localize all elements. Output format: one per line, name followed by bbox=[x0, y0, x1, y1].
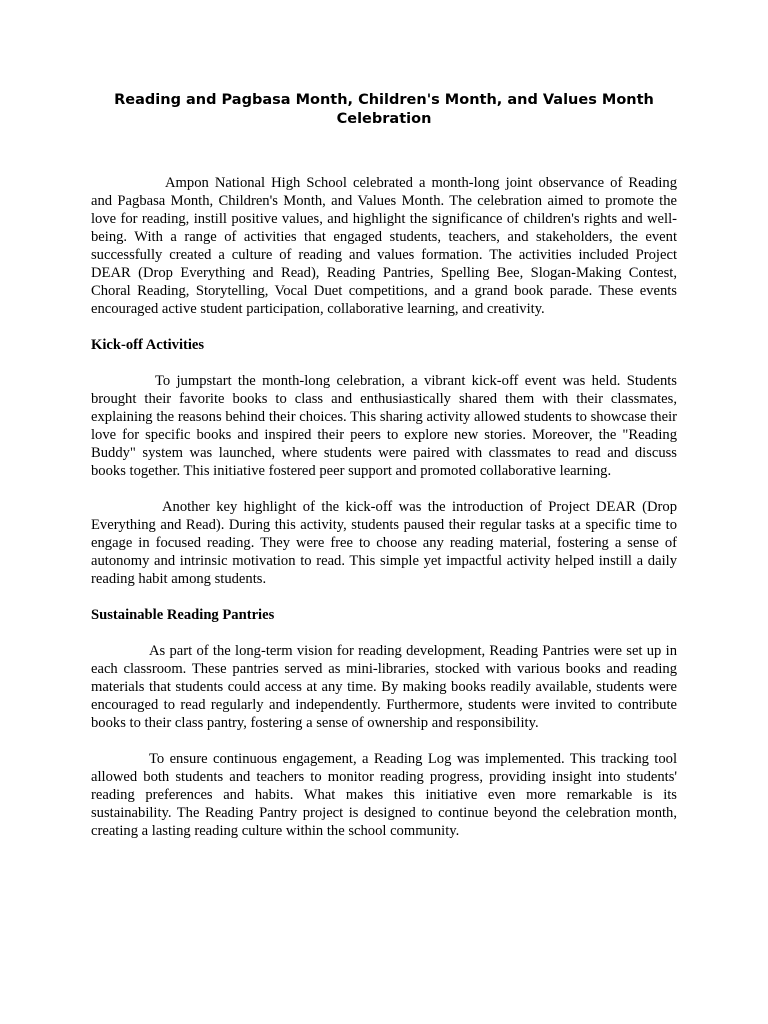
paragraph-gap bbox=[91, 624, 677, 642]
kickoff-paragraph-1: To jumpstart the month-long celebration, a vibrant kick-off event was held. Students brought their favorite books to class and enthusiastically shared them with their classmates, explaining the reasons behind their choices. This sharing activity allowed students to showcase their love for specific books and inspired their peers to explore new stories. Moreover, the "Reading Buddy" system was launched, where students were paired with classmates to read and discuss books together. This initiative fostered peer support and promoted collaborative learning. bbox=[91, 373, 677, 479]
pantries-paragraph-2: To ensure continuous engagement, a Reading Log was implemented. This tracking tool allowed both students and teachers to monitor reading progress, providing insight into students' reading preferences and habits. What makes this initiative even more remarkable is its sustainability. The Reading Pantry project is designed to continue beyond the celebration month, creating a lasting reading culture within the school community. bbox=[91, 751, 677, 839]
paragraph-gap bbox=[91, 480, 677, 498]
paragraph-gap bbox=[91, 588, 677, 606]
section-heading-pantries: Sustainable Reading Pantries bbox=[91, 607, 275, 623]
paragraph-gap bbox=[91, 732, 677, 750]
pantries-paragraph-1: As part of the long-term vision for reading development, Reading Pantries were set up in each classroom. These pantries served as mini-libraries, stocked with various books and reading materials that students could access at any time. By making books readily available, students were encouraged to read regularly and independently. Furthermore, students were invited to contribute books to their class pantry, fostering a sense of ownership and responsibility. bbox=[91, 643, 677, 731]
paragraph-gap bbox=[91, 318, 677, 336]
document-page bbox=[91, 91, 677, 840]
document-title: Reading and Pagbasa Month, Children's Month, and Values Month Celebration bbox=[114, 92, 654, 127]
kickoff-paragraph-2: Another key highlight of the kick-off was the introduction of Project DEAR (Drop Everything and Read). During this activity, students paused their regular tasks at a specific time to engage in focused reading. They were free to choose any reading material, fostering a sense of autonomy and intrinsic motivation to read. This simple yet impactful activity helped instill a daily reading habit among students. bbox=[91, 499, 677, 587]
section-heading-kickoff: Kick-off Activities bbox=[91, 337, 205, 353]
intro-paragraph: Ampon National High School celebrated a month-long joint observance of Reading and Pagbasa Month, Children's Month, and Values Month. The celebration aimed to promote the love for reading, instill positive values, and highlight the significance of children's rights and well-being. With a range of activities that engaged students, teachers, and stakeholders, the event successfully created a culture of reading and values formation. The activities included Project DEAR (Drop Everything and Read), Reading Pantries, Spelling Bee, Slogan-Making Contest, Choral Reading, Storytelling, Vocal Duet competitions, and a grand book parade. These events encouraged active student participation, collaborative learning, and creativity. bbox=[91, 175, 677, 317]
paragraph-gap bbox=[91, 354, 677, 372]
